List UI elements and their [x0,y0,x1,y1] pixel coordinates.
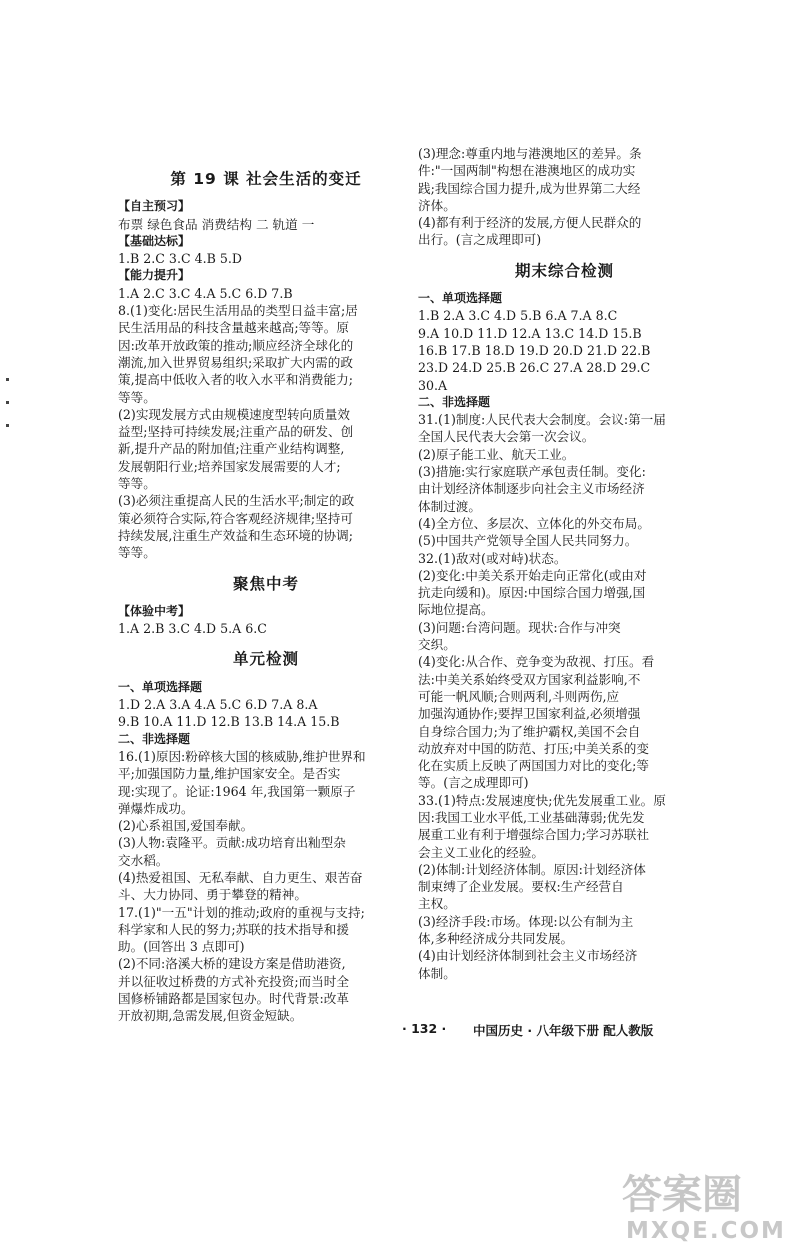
answer-line: (4)热爱祖国、无私奉献、自力更生、艰苦奋 [118,869,363,885]
answer-line: 动放弃对中国的防范、打压;中美关系的变 [418,740,649,756]
section-tag: 【基础达标】 [118,233,191,248]
answer-line: 件:"一国两制"构想在港澳地区的成功实 [418,163,636,179]
answer-line: 会主义工业化的经验。 [418,844,544,860]
answer-line: 益型;坚持可持续发展;注重产品的研发、创 [118,424,354,440]
answer-line: 加强沟通协作;要捍卫国家利益,必须增强 [418,706,641,722]
answer-line: 1.A 2.C 3.C 4.A 5.C 6.D 7.B [118,285,293,301]
answer-line: 法:中美关系始终受双方国家利益影响,不 [418,671,641,687]
answer-line: 30.A [418,377,448,393]
section-tag: 【能力提升】 [118,268,191,283]
answer-line: 主权。 [418,896,456,912]
answer-line: 体制。 [418,965,456,981]
answer-line: 际地位提高。 [418,602,494,618]
watermark-logo-icon [618,1166,788,1220]
answer-line: (2)体制:计划经济体制。原因:计划经济体 [418,861,646,877]
answer-line: 济体。 [418,197,456,213]
answer-line: 助。(回答出 3 点即可) [118,939,245,955]
answer-line: 32.(1)敌对(或对峙)状态。 [418,550,567,566]
answer-line: (4)由计划经济体制到社会主义市场经济 [418,948,638,964]
answer-line: 9.B 10.A 11.D 12.B 13.B 14.A 15.B [118,714,340,730]
answer-line: 践;我国综合国力提升,成为世界第二大经 [418,180,641,196]
answer-line: (4)变化:从合作、竞争变为敌视、打压。看 [418,654,655,670]
answer-line: 斗、大力协同、勇于攀登的精神。 [118,887,307,903]
answer-line: 化在实质上反映了两国国力对比的变化;等 [418,758,649,774]
section-tag: 一、单项选择题 [118,679,203,694]
answer-line: (2)原子能工业、航天工业。 [418,446,575,462]
answer-line: 交水稻。 [118,852,169,868]
answer-line: 1.B 2.A 3.C 4.D 5.B 6.A 7.A 8.C [418,308,618,324]
answer-line: (4)都有利于经济的发展,方便人民群众的 [418,215,642,231]
left-column [118,145,414,1025]
answer-line: 16.(1)原因:粉碎核大国的核威胁,维护世界和 [118,748,366,764]
answer-line: (3)问题:台湾问题。现状:合作与冲突 [418,619,621,635]
answer-line: (3)措施:实行家庭联产承包责任制。变化: [418,464,646,480]
answer-line: 体,多种经济成分共同发展。 [418,931,574,947]
answer-line: 出行。(言之成理即可) [418,232,542,248]
answer-line: 16.B 17.B 18.D 19.D 20.D 21.D 22.B [418,342,651,358]
answer-line: 1.D 2.A 3.A 4.A 5.C 6.D 7.A 8.A [118,697,318,713]
section-heading: 聚焦中考 [232,574,299,593]
answer-line: 现:实现了。论证:1964 年,我国第一颗原子 [118,783,356,799]
answer-line: 1.B 2.C 3.C 4.B 5.D [118,251,242,267]
answer-line: (2)不同:洛溪大桥的建设方案是借助港资, [118,956,346,972]
section-tag: 二、非选择题 [418,394,491,409]
answer-line: 全国人民代表大会第一次会议。 [418,429,595,445]
answer-line: (3)人物:袁隆平。贡献:成功培育出籼型杂 [118,835,346,851]
answer-line: 因:我国工业水平低,工业基础薄弱;优先发 [418,809,645,825]
section-tag: 一、单项选择题 [418,291,503,306]
answer-line: 布票 绿色食品 消费结构 二 轨道 一 [118,216,315,232]
answer-line: 抗走向缓和)。原因:中国综合国力增强,国 [418,585,646,601]
answer-line: 因:改革开放政策的推动;顺应经济全球化的 [118,337,354,353]
section-tag: 二、非选择题 [118,731,191,746]
book-title: 中国历史 · 八年级下册 配人教版 [473,1023,654,1038]
section-heading: 期末综合检测 [514,261,614,280]
section-tag: 【自主预习】 [118,199,191,214]
answer-line: 策,提高中低收入者的收入水平和消费能力; [118,372,353,388]
answer-line: 等等。 [118,545,156,561]
section-heading: 第 19 课 社会生活的变迁 [170,170,362,188]
answer-line: 策必须符合实际,符合客观经济规律;坚持可 [118,510,353,526]
answer-line: 持续发展,注重生产效益和生态环境的协调; [118,527,353,543]
scan-margin-marks [6,378,9,447]
answer-line: (2)实现发展方式由规模速度型转向质量效 [118,406,350,422]
right-column [418,145,711,982]
answer-line: (2)心系祖国,爱国奉献。 [118,818,254,834]
margin-dot [6,424,9,427]
answer-line: 等等。 [118,476,156,492]
answer-line: 开放初期,急需发展,但资金短缺。 [118,1008,303,1024]
watermark-logo-text: 答案圈 [622,1172,742,1218]
answer-line: 展重工业有利于增强综合国力;学习苏联社 [418,827,649,843]
answer-line: 弹爆炸成功。 [118,800,194,816]
answer-line: (3)经济手段:市场。体现:以公有制为主 [418,913,634,929]
answer-line: 自身综合国力;为了维护霸权,美国不会自 [418,723,641,739]
answer-line: 交织。 [418,637,456,653]
answer-line: 等等。 [118,389,156,405]
answer-line: (3)理念:尊重内地与港澳地区的差异。条 [418,146,642,161]
answer-line: 发展朝阳行业;培养国家发展需要的人才; [118,458,341,474]
answer-line: 33.(1)特点:发展速度快;优先发展重工业。原 [418,792,666,808]
watermark-url: MXQE.COM [626,1218,786,1244]
answer-line: 可能一帆风顺;合则两利,斗则两伤,应 [418,688,620,704]
page-number: · 132 · [402,1021,447,1036]
page-footer [0,1021,800,1041]
answer-line: (4)全方位、多层次、立体化的外交布局。 [418,515,650,531]
answer-line: 体制过渡。 [418,498,481,514]
answer-line: 平;加强国防力量,维护国家安全。是否实 [118,766,341,782]
answer-line: 科学家和人民的努力;苏联的技术指导和援 [118,921,349,937]
answer-line: (2)变化:中美关系开始走向正常化(或由对 [418,567,647,583]
answer-line: (5)中国共产党领导全国人民共同努力。 [418,533,638,549]
margin-dot [6,401,9,404]
answer-line: 17.(1)"一五"计划的推动;政府的重视与支持; [118,904,365,920]
answer-line: 制束缚了企业发展。要权:生产经营自 [418,879,624,895]
answer-line: 等。(言之成理即可) [418,775,529,791]
answer-line: 31.(1)制度:人民代表大会制度。会议:第一届 [418,412,666,428]
section-heading: 单元检测 [232,650,299,669]
watermark [618,1166,788,1250]
answer-line: 8.(1)变化:居民生活用品的类型日益丰富;居 [118,303,358,319]
answer-line: 1.A 2.B 3.C 4.D 5.A 6.C [118,621,267,637]
answer-line: 由计划经济体制逐步向社会主义市场经济 [418,481,645,497]
answer-line: 并以征收过桥费的方式补充投资;而当时全 [118,973,349,989]
margin-dot [6,378,9,381]
section-tag: 【体验中考】 [118,603,191,618]
answer-line: 民生活用品的科技含量越来越高;等等。原 [118,320,349,336]
answer-line: 潮流,加入世界贸易组织;采取扩大内需的政 [118,354,353,370]
answer-line: (3)必须注重提高人民的生活水平;制定的政 [118,493,355,509]
answer-line: 23.D 24.D 25.B 26.C 27.A 28.D 29.C [418,360,651,376]
answer-line: 9.A 10.D 11.D 12.A 13.C 14.D 15.B [418,325,642,341]
answer-line: 新,提升产品的附加值;注重产业结构调整, [118,441,345,457]
answer-line: 国修桥铺路都是国家包办。时代背景:改革 [118,991,349,1007]
